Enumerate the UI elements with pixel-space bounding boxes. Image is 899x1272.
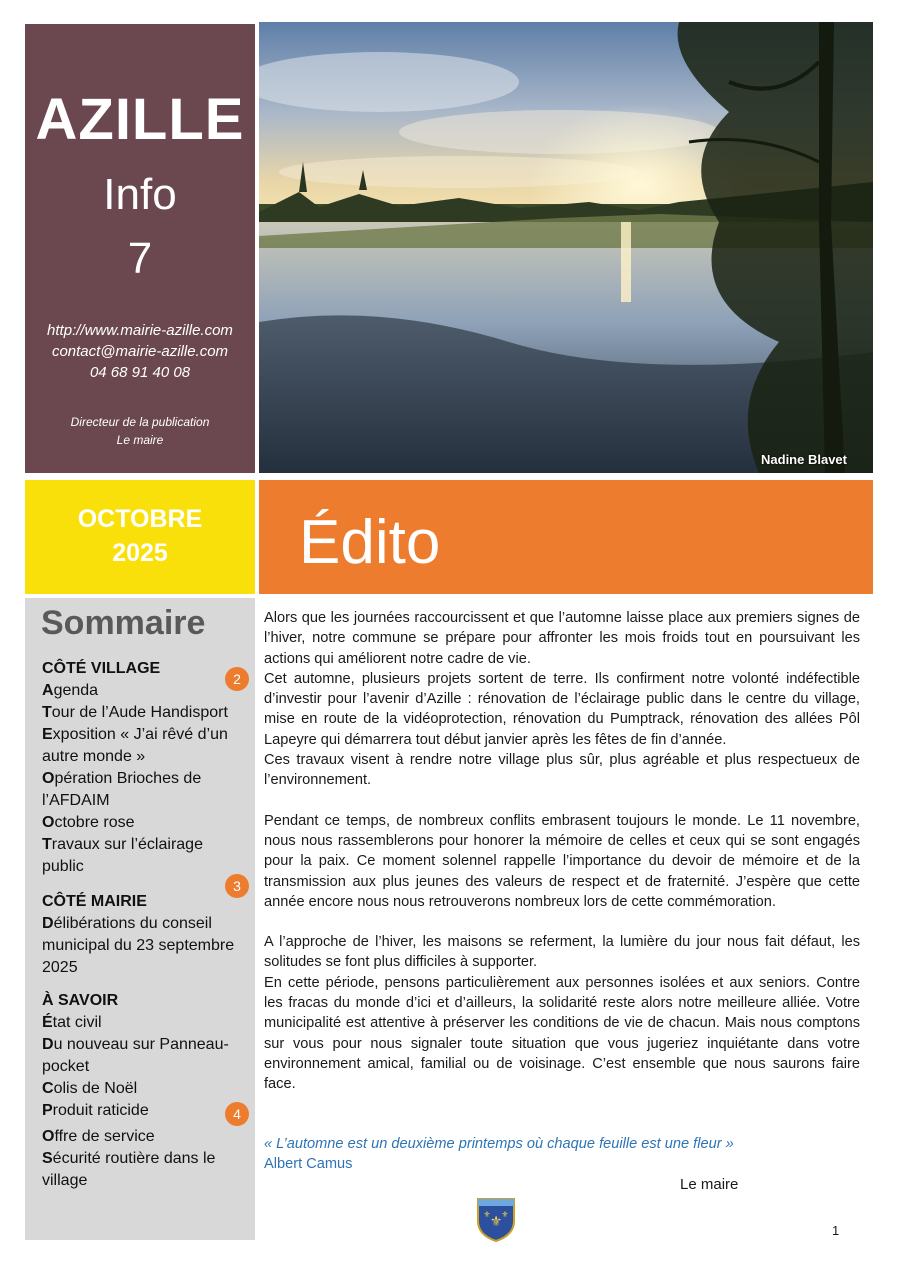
toc-section-heading: À SAVOIR [42,992,119,1009]
toc-section-a-savoir [42,990,242,1192]
photo-credit: Nadine Blavet [761,452,847,467]
table-of-contents [25,598,255,1240]
paragraph: Cet automne, plusieurs projets sortent de terre. Ils confirment notre volonté indéfectible d’investir pour l’avenir d’Azille : rénovation de l’éclairage public dans le centre du village, mise en route de la vidéoprotection, rénovation du Pumptrack, rénovation des allées Pôl Lapeyre qui démarrera tout début janvier après les fêtes de fin d’année. [264,670,860,748]
toc-section-mairie [42,891,242,979]
edito-banner [259,480,873,594]
toc-item[interactable]: Agenda [42,682,99,699]
publication-director [25,413,255,449]
toc-item[interactable]: Sécurité routière dans le village [42,1150,216,1189]
contact-block [25,320,255,383]
newsletter-subtitle: Info [103,170,177,219]
website-link[interactable]: http://www.mairie-azille.com [47,322,233,339]
issue-number: 7 [127,234,153,283]
toc-item[interactable]: Colis de Noël [42,1080,138,1097]
canal-sunset-image [259,22,873,473]
toc-item[interactable]: Tour de l’Aude Handisport [42,704,228,721]
director-label: Directeur de la publication [70,415,210,429]
phone-number: 04 68 91 40 08 [89,364,191,381]
svg-text:⚜: ⚜ [501,1210,509,1219]
email-link[interactable]: contact@mairie-azille.com [51,343,229,360]
toc-section-heading: CÔTÉ VILLAGE [42,660,161,677]
toc-item[interactable]: Travaux sur l’éclairage public [42,836,203,875]
toc-item[interactable]: Octobre rose [42,814,135,831]
issue-year: 2025 [112,539,168,567]
signature: Le maire [680,1176,739,1193]
edito-title: Édito [299,508,441,577]
page-badge-4: 4 [225,1102,249,1126]
newsletter-title: AZILLE [35,87,245,152]
masthead [25,24,255,473]
cover-photo [259,22,873,473]
toc-item[interactable]: État civil [42,1014,102,1031]
page-badge-2: 2 [225,667,249,691]
paragraph: En cette période, pensons particulièrement aux personnes isolées et aux seniors. Contre les fracas du monde d’ici et d’ailleurs, la solidarité reste alors notre meilleure alliée. Votre municipalité est attentive à préserver les conditions de vie de chacun. Mais nous comptons sur vous pour nous signaler toute situation que vous jugeriez inquiétante dans votre environnement amical, familial ou de voisinage. C’est ensemble que nous saurons faire face. [264,974,860,1093]
paragraph: A l’approche de l’hiver, les maisons se referment, la lumière du jour nous fait défaut, les solitudes se font plus difficiles à supporter. [264,934,860,971]
svg-text:⚜: ⚜ [489,1214,503,1230]
toc-item[interactable]: Opération Brioches de l’AFDAIM [42,770,202,809]
quote-text: « L’automne est un deuxième printemps où chaque feuille est une fleur » [264,1136,734,1152]
toc-item[interactable]: Du nouveau sur Panneau-pocket [42,1036,229,1075]
edito-body [264,608,860,1095]
paragraph: Ces travaux visent à rendre notre village plus sûr, plus agréable et plus respectueux de l’environnement. [264,752,860,789]
director-name: Le maire [116,433,164,447]
quote-author: Albert Camus [264,1156,353,1172]
toc-section-heading: CÔTÉ MAIRIE [42,893,147,910]
page-number: 1 [832,1223,840,1238]
issue-date [25,480,255,594]
issue-month: OCTOBRE [77,505,203,533]
toc-item[interactable]: Délibérations du conseil municipal du 23 septembre 2025 [42,915,235,976]
quote-block [264,1134,864,1174]
svg-text:⚜: ⚜ [483,1210,491,1219]
toc-item[interactable]: Exposition « J’ai rêvé d’un autre monde » [42,726,228,765]
paragraph: Pendant ce temps, de nombreux conflits embrasent toujours le monde. Le 11 novembre, nous nous rassemblerons pour honorer la mémoire de celles et ceux qui se sont engagés pour la paix. Ce moment solennel rappelle l’importance du devoir de mémoire et de la transmission aux plus jeunes des valeurs de respect et de fraternité. J’espère que cette année encore nous nous retrouverons nombreux lors de cette commémoration. [264,812,860,910]
toc-section-village [42,658,242,878]
town-crest-icon [476,1195,516,1243]
page-badge-3: 3 [225,874,249,898]
paragraph: Alors que les journées raccourcissent et que l’automne laisse place aux premiers signes de l’hiver, notre commune se prépare pour affronter les mois froids tout en poursuivant les actions qui améliorent notre cadre de vie. [264,610,860,667]
toc-item[interactable]: Offre de service [42,1128,155,1145]
toc-title: Sommaire [41,604,206,642]
toc-item[interactable]: Produit raticide [42,1102,149,1119]
